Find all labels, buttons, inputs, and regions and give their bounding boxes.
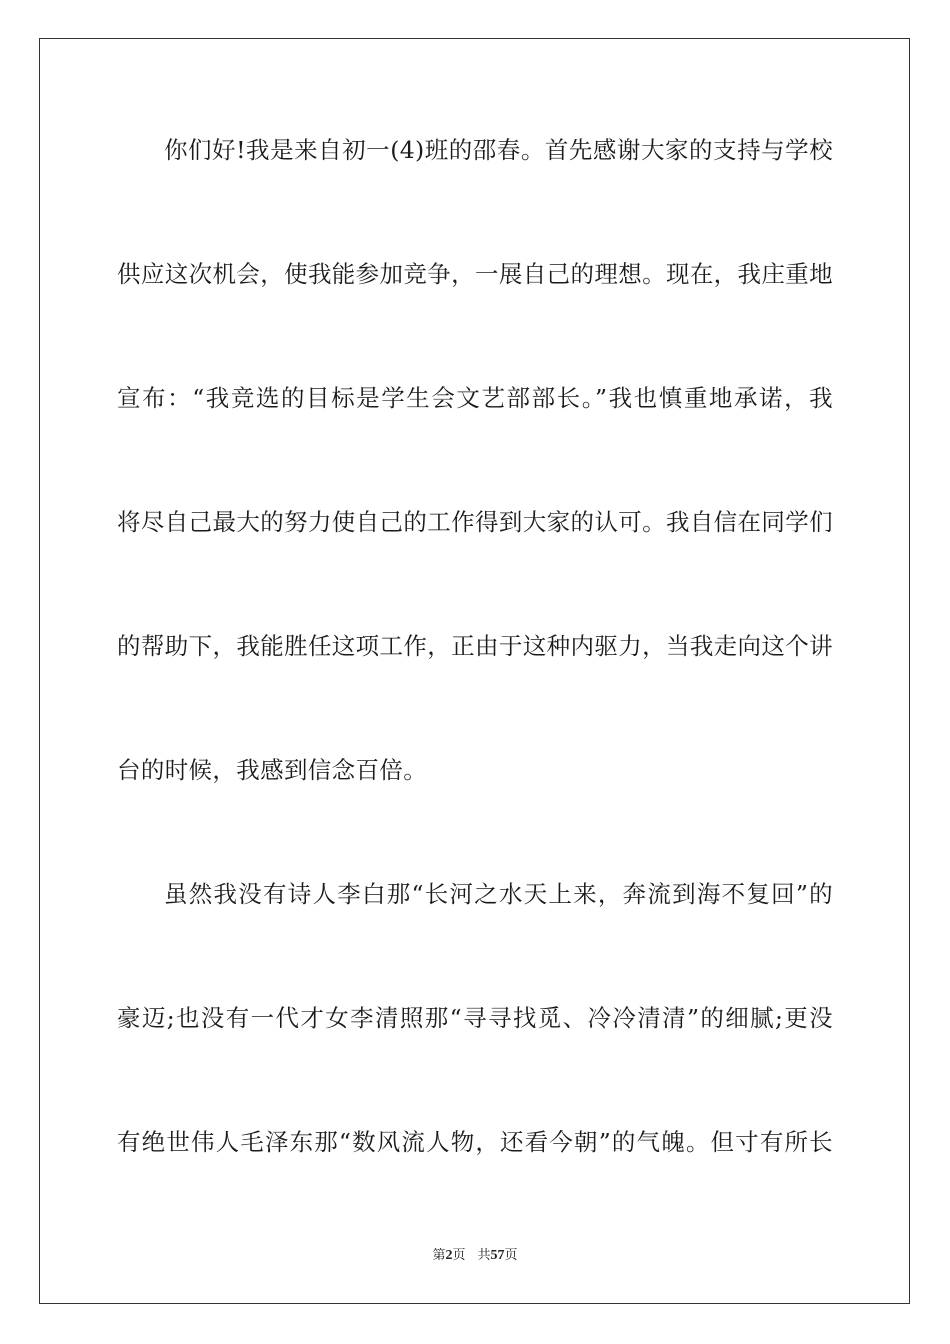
text-line-4: 将尽自己最大的努力使自己的工作得到大家的认可。我自信在同学们 [117, 508, 833, 536]
page-frame [39, 38, 910, 1304]
text-line-5: 的帮助下，我能胜任这项工作，正由于这种内驱力，当我走向这个讲 [117, 632, 833, 660]
text-line-9: 有绝世伟人毛泽东那“数风流人物，还看今朝”的气魄。但寸有所长 [117, 1128, 833, 1156]
text-line-1: 你们好!我是来自初一(4)班的邵春。首先感谢大家的支持与学校 [164, 136, 833, 164]
text-line-3: 宣布：“我竞选的目标是学生会文艺部部长。”我也慎重地承诺，我 [117, 384, 833, 412]
text-line-7: 虽然我没有诗人李白那“长河之水天上来，奔流到海不复回”的 [164, 880, 833, 908]
text-line-6: 台的时候，我感到信念百倍。 [117, 756, 428, 784]
text-line-2: 供应这次机会，使我能参加竞争，一展自己的理想。现在，我庄重地 [117, 260, 833, 288]
total-page-count: 57 [490, 1248, 505, 1263]
footer-total-unit: 页 [504, 1248, 518, 1263]
current-page-number: 2 [445, 1248, 453, 1263]
footer-page-unit: 页 [452, 1248, 466, 1263]
footer-total-prefix: 共 [477, 1248, 491, 1263]
text-line-8: 豪迈;也没有一代才女李清照那“寻寻找觅、冷冷清清”的细腻;更没 [117, 1004, 833, 1032]
page-footer [0, 1247, 950, 1265]
footer-prefix: 第 [432, 1248, 446, 1263]
